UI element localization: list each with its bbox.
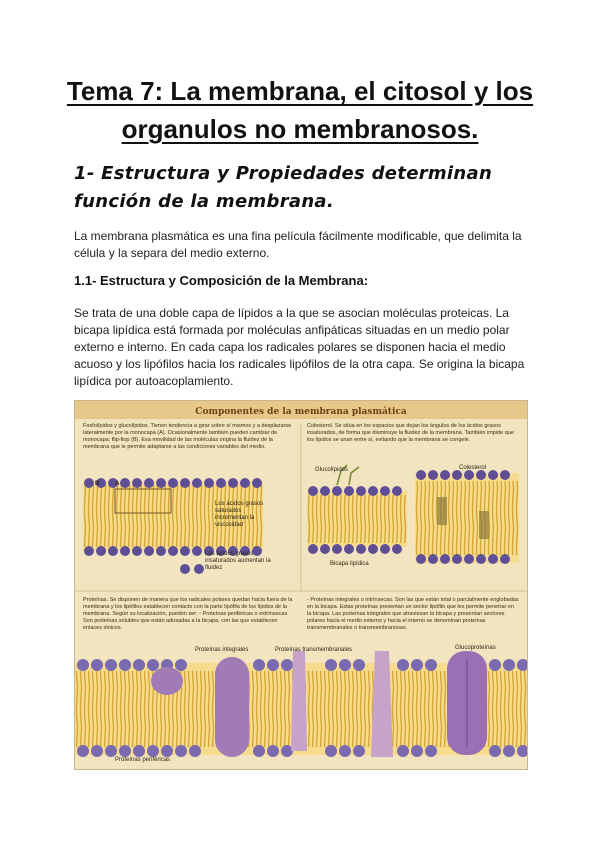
label-a: A [115,481,120,487]
intro-paragraph: La membrana plasmática es una fina película fácilmente modificable, que delimita la célula y la separa del medio externo. [74,229,522,260]
label-cholesterol: Colesterol [459,465,487,471]
label-glycoproteins: Glucoproteínas [455,645,496,651]
label-b: B [95,481,100,487]
label-peripheral: Proteínas periféricas [115,757,171,763]
proteins-text: Proteínas. Se disponen de manera que los radicales polares quedan hacia fuera de la membrana y los lipófilos establecen contacto con la parte lipófila de los lípidos de la membrana. Según su localización, pueden ser: - Proteínas periféricas o extrínsecas. Son proteínas solubles que están adosadas a la bicapa, con las que establecen enlaces iónicos. [83,597,293,631]
section-heading-1-1: 1.1- Estructura y Composición de la Membrana: [74,273,369,288]
integral-protein [215,657,249,757]
label-integral: Proteínas integrales [195,647,249,653]
top-head-row [84,478,262,488]
page-title: Tema 7: La membrana, el citosol y los organulos no membranosos. [66,76,534,144]
cholesterol-text: Colesterol. Se sitúa en los espacios que dejan los ángulos de los ácidos grasos insaturados, de forma que disminuye la fluidez de la membrana. También impide que los lípidos se unan entre sí, evitando que la membrana se congele. [307,423,514,443]
label-transmembrane: Proteínas transmembranales [275,647,353,653]
label-saturated: Los ácidos grasos saturados incrementan la viscosidad [215,501,264,528]
label-unsaturated: Los ácidos grasos insaturados aumentan la fluidez [205,551,271,571]
figure-title: Componentes de la membrana plasmática [195,407,407,417]
label-lipid-layer: Bicapa lipídica [330,561,369,567]
membrane-illustration [75,401,527,769]
transmembrane-protein-1 [291,651,307,751]
membrane-figure [74,400,528,770]
section-heading-1: 1- Estructura y Propiedades determinan función de la membrana. [74,163,493,212]
structure-paragraph: Se trata de una doble capa de lípidos a la que se asocian moléculas proteicas. La bicapa lipídica está formada por moléculas anfipáticas situadas en un medio polar externo e interno. En cada capa los radicales polares se disponen hacia el medio acuoso y los lipófilos hacia los radicales lipófilos de la otra capa. Se origina la bicapa lipídica por autoacoplamiento. [74,306,525,388]
lipids-text: Fosfolípidos y glucolípidos. Tienen tendencia a girar sobre sí mismos y a desplazarse lateralmente por la monocapa (A). Ocasionalmente también pueden cambiar de monocapa: flip-flop (B). Esa movilidad de las moléculas origina la fluidez de la membrana que le permite adaptarse a las condiciones variables del medio. [83,423,292,450]
integral-text: - Proteínas integrales o intrínsecas. Son las que están total o parcialmente englobadas en la bicapa. Estas proteínas presentan un sector lipófilo que les permite penetrar en la bicapa. Las proteínas integrales que atraviesan la bicapa y presentan sectores polares hacia el medio externo y hacia el interno se denominan proteínas transmembranales o transmembranosas. [307,597,519,631]
label-glucolipids: Glucolípidos [315,467,349,473]
peripheral-protein [151,667,183,695]
